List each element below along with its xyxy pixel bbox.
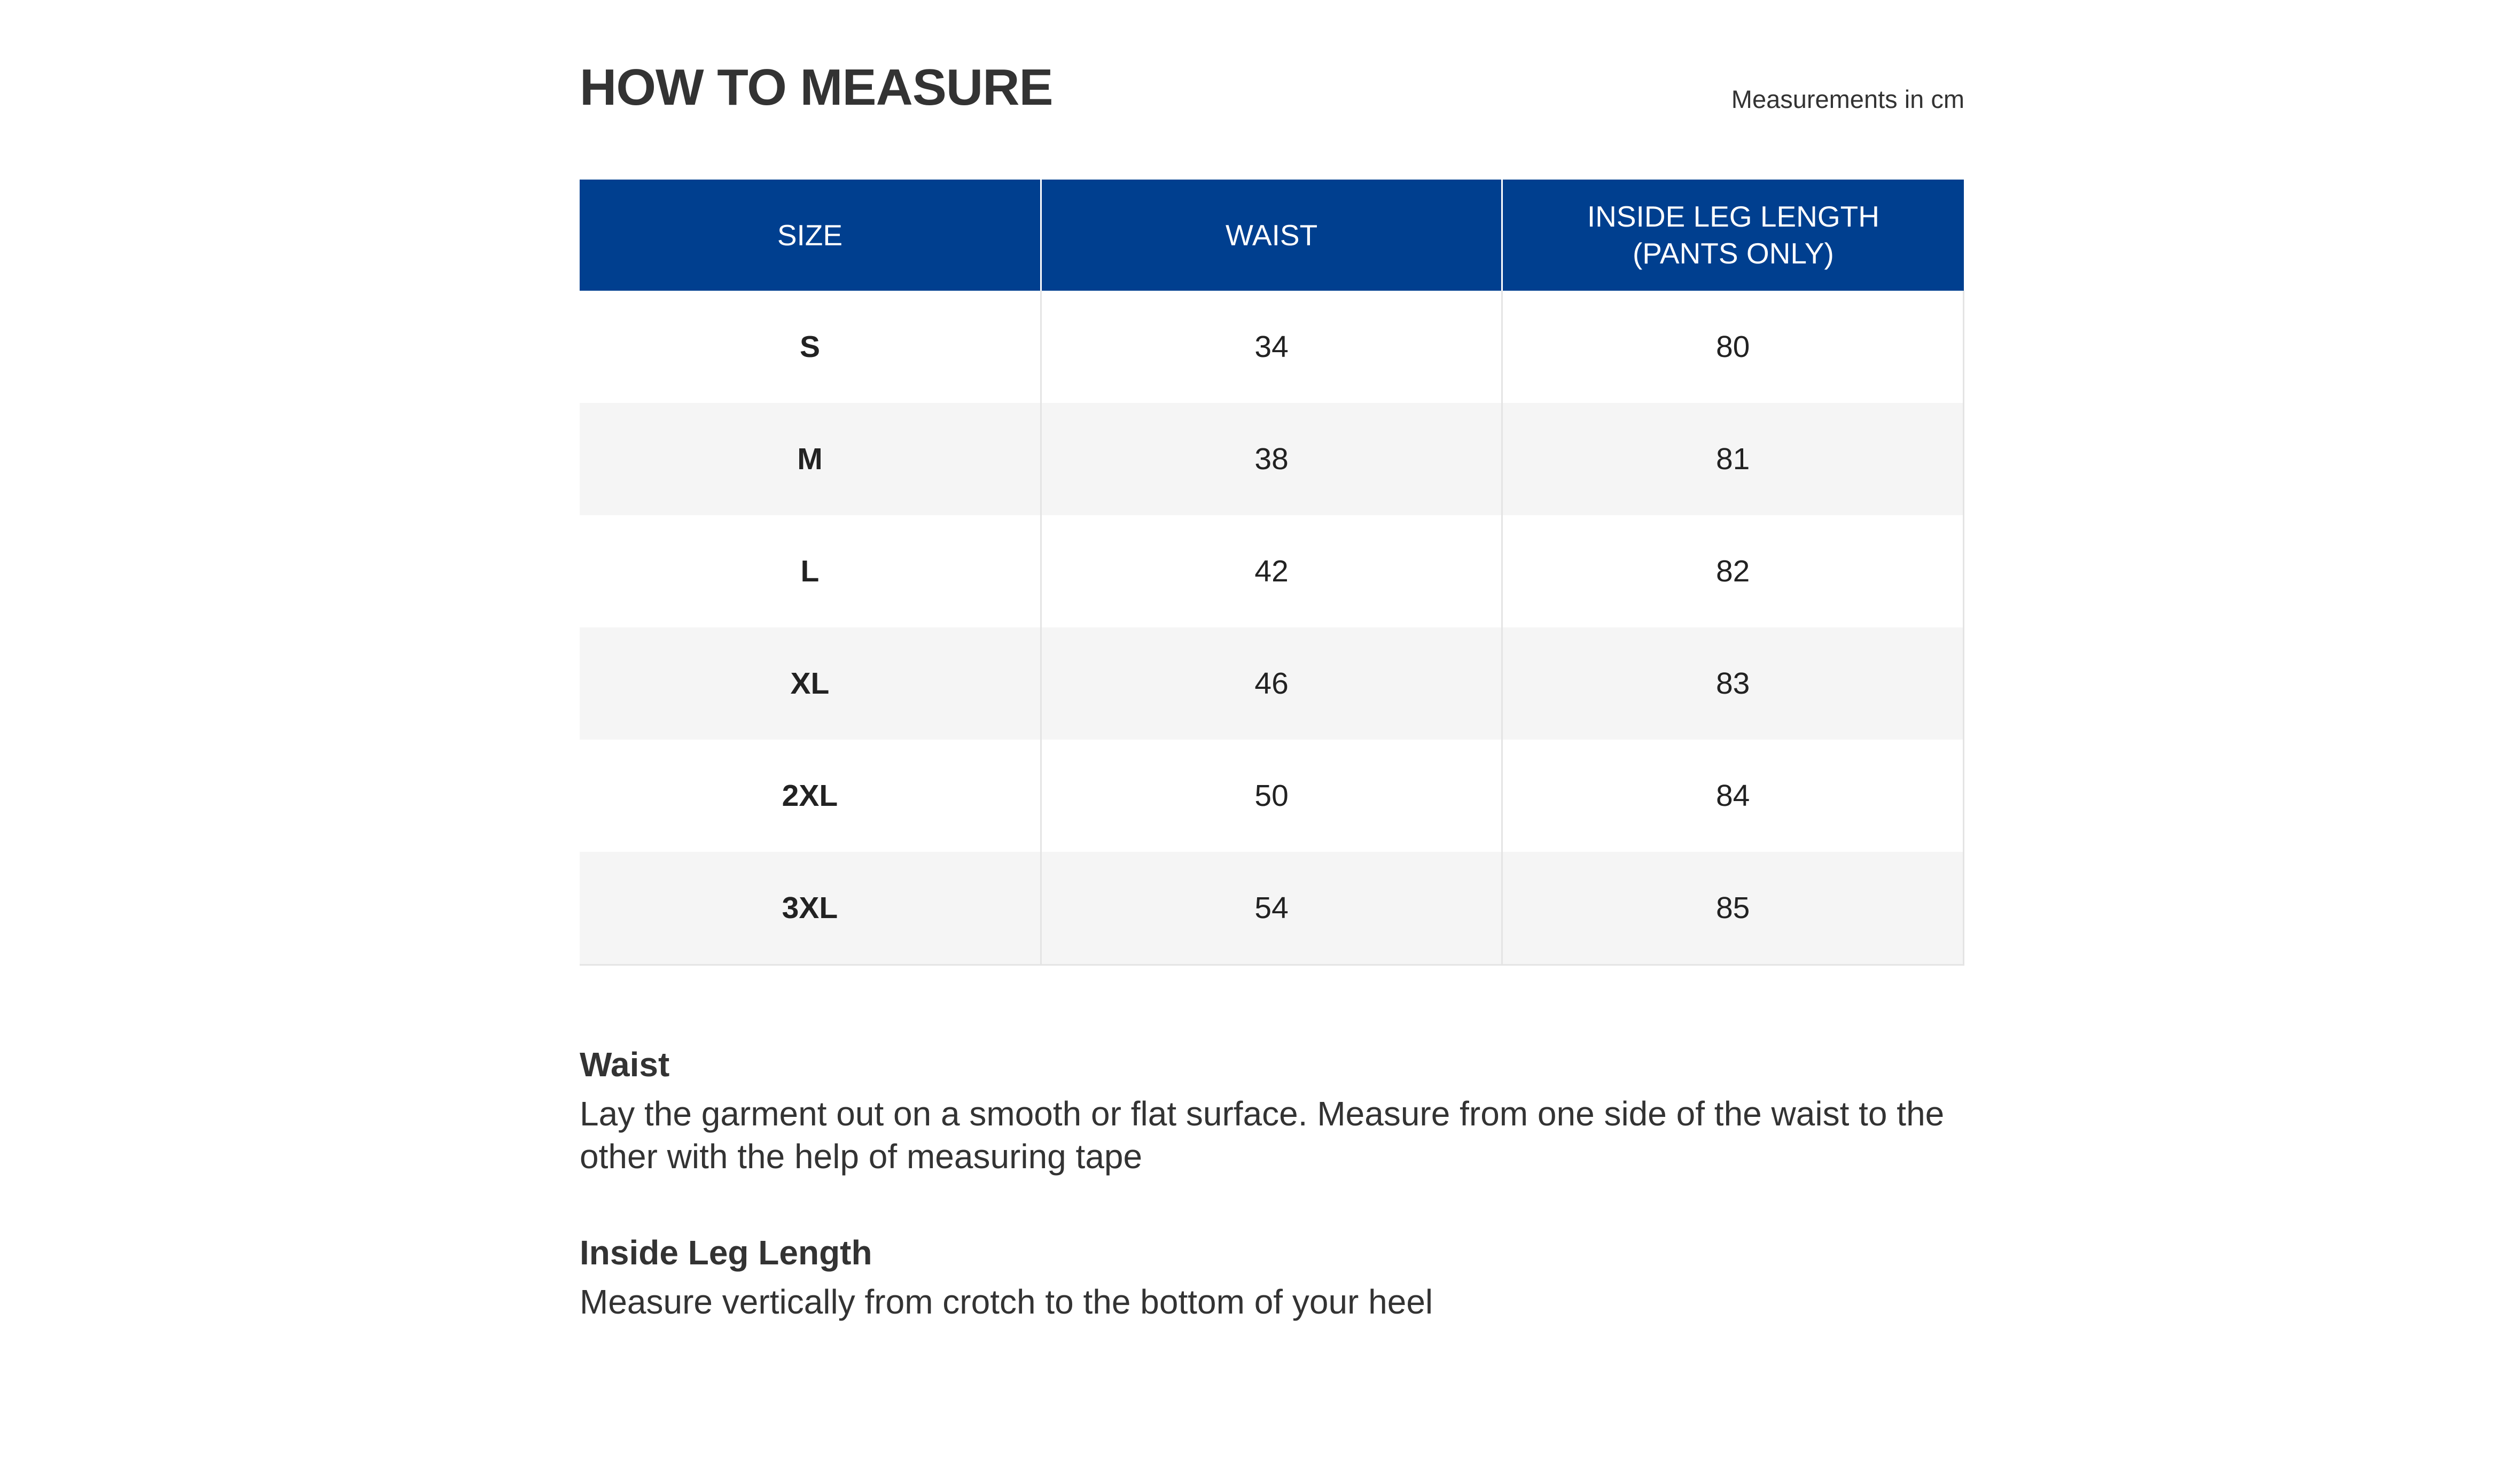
note-title: Inside Leg Length bbox=[580, 1233, 872, 1272]
table-row bbox=[580, 740, 1964, 852]
waist-cell: 38 bbox=[1041, 403, 1502, 515]
size-cell: XL bbox=[580, 627, 1041, 740]
waist-cell: 50 bbox=[1041, 740, 1502, 852]
page-title: HOW TO MEASURE bbox=[580, 59, 1053, 116]
inside-leg-cell: 80 bbox=[1502, 291, 1964, 403]
size-cell: S bbox=[580, 291, 1041, 403]
column-header-waist: WAIST bbox=[1041, 180, 1502, 291]
column-header-inside-leg-label: INSIDE LEG LENGTH (PANTS ONLY) bbox=[1587, 200, 1879, 270]
note-waist bbox=[580, 1043, 1964, 1178]
note-inside-leg bbox=[580, 1231, 1964, 1323]
size-cell: 2XL bbox=[580, 740, 1041, 852]
size-cell: L bbox=[580, 515, 1041, 627]
column-header-size: SIZE bbox=[580, 180, 1041, 291]
inside-leg-cell: 84 bbox=[1502, 740, 1964, 852]
waist-cell: 42 bbox=[1041, 515, 1502, 627]
inside-leg-cell: 85 bbox=[1502, 852, 1964, 965]
column-header-inside-leg bbox=[1502, 180, 1964, 291]
table-header-row bbox=[580, 180, 1964, 291]
note-title: Waist bbox=[580, 1045, 670, 1084]
inside-leg-cell: 83 bbox=[1502, 627, 1964, 740]
inside-leg-cell: 82 bbox=[1502, 515, 1964, 627]
note-text: Lay the garment out on a smooth or flat surface. Measure from one side of the waist to the other with the help of measuring tape bbox=[580, 1094, 1945, 1176]
size-chart-table bbox=[580, 180, 1964, 966]
table-row bbox=[580, 291, 1964, 403]
size-cell: 3XL bbox=[580, 852, 1041, 965]
size-cell: M bbox=[580, 403, 1041, 515]
header-row bbox=[580, 53, 1964, 166]
measuring-notes bbox=[580, 1043, 1964, 1377]
table-row bbox=[580, 403, 1964, 515]
units-note: Measurements in cm bbox=[1731, 85, 1964, 113]
inside-leg-cell: 81 bbox=[1502, 403, 1964, 515]
waist-cell: 46 bbox=[1041, 627, 1502, 740]
table-row bbox=[580, 627, 1964, 740]
note-text: Measure vertically from crotch to the bottom of your heel bbox=[580, 1283, 1433, 1321]
waist-cell: 34 bbox=[1041, 291, 1502, 403]
table-row bbox=[580, 515, 1964, 627]
waist-cell: 54 bbox=[1041, 852, 1502, 965]
size-guide bbox=[580, 53, 1964, 1321]
table-row bbox=[580, 852, 1964, 965]
